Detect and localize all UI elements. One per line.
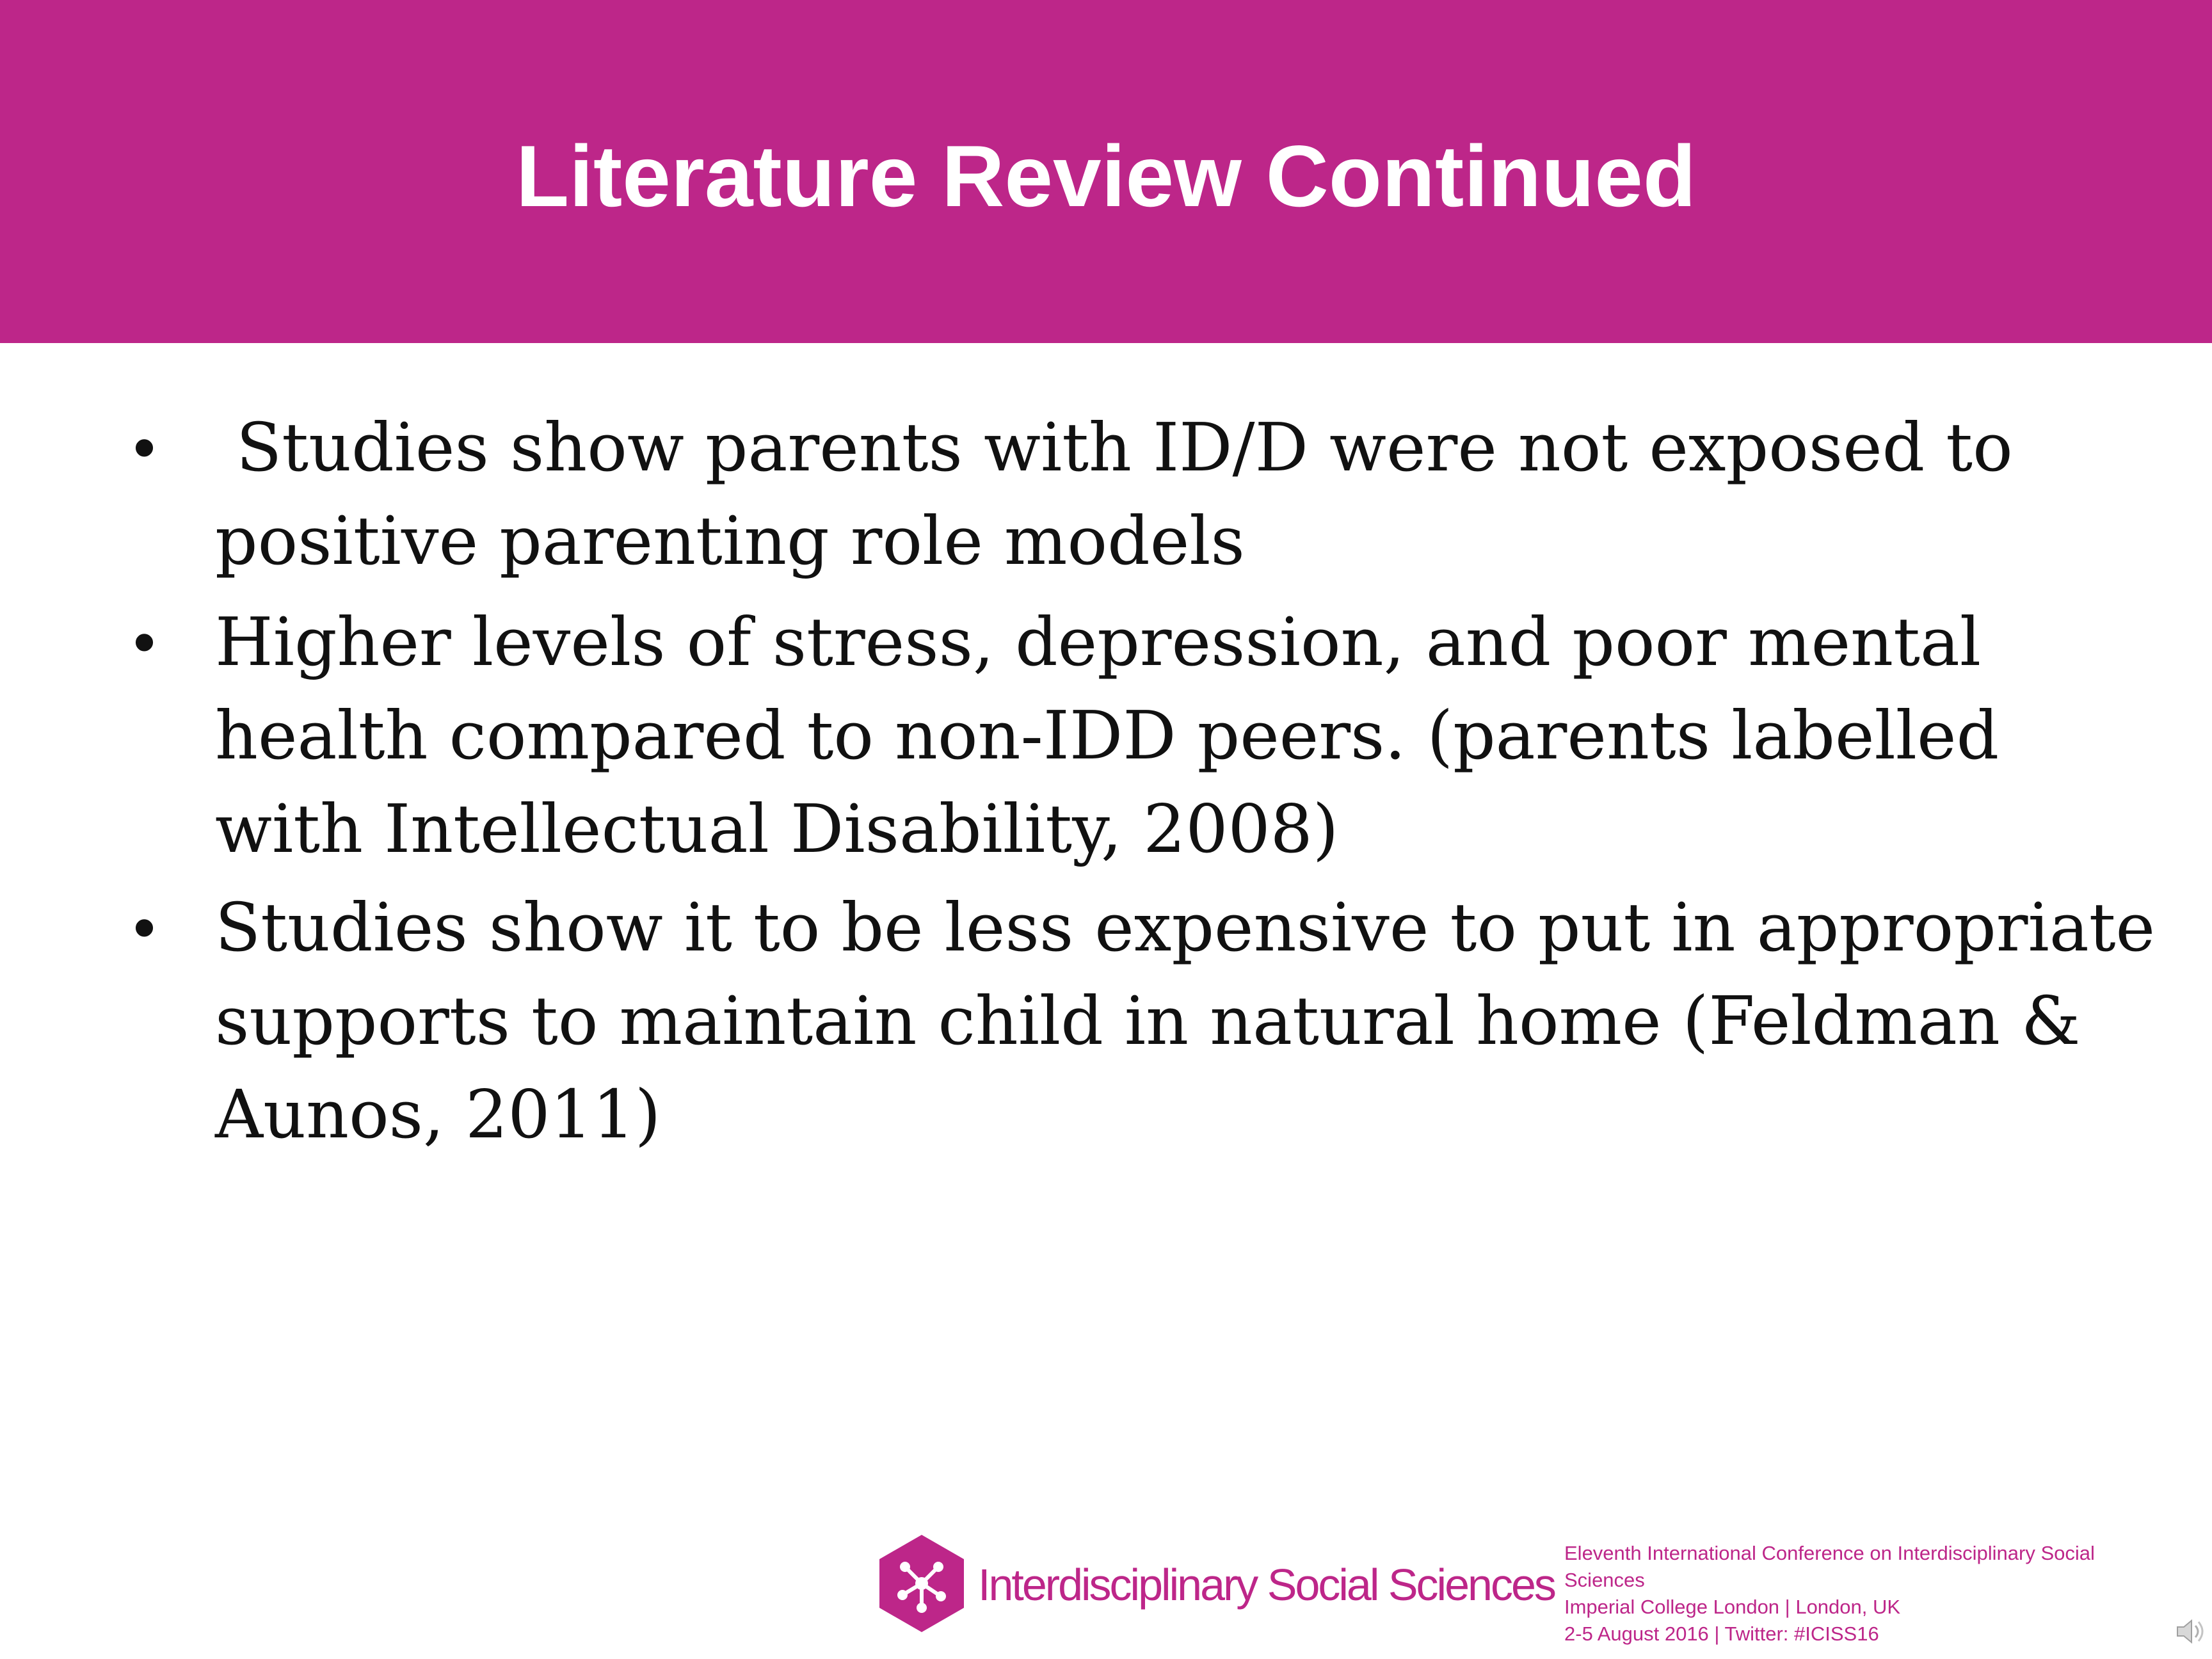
bullet-line: with Intellectual Disability, 2008) (215, 790, 1339, 868)
slide-title: Literature Review Continued (516, 127, 1696, 225)
bullet-text (215, 595, 2110, 876)
bullet-marker: • (133, 412, 156, 483)
conference-line: Eleventh International Conference on Interdisciplinary Social (1564, 1542, 2095, 1564)
speaker-icon[interactable] (2174, 1614, 2208, 1649)
hexagon-network-icon (877, 1534, 966, 1633)
conference-line: Imperial College London | London, UK (1564, 1596, 1901, 1618)
conference-line: 2-5 August 2016 | Twitter: #ICISS16 (1564, 1623, 1879, 1645)
bullet-marker: • (133, 606, 156, 678)
bullet-text (215, 881, 2156, 1161)
bullet-line: health compared to non-IDD peers. (parents labelled (215, 696, 2000, 774)
bullet-line: Studies show parents with ID/D were not exposed to (215, 408, 2013, 486)
bullet-line: Higher levels of stress, depression, and poor mental (215, 603, 1982, 681)
conference-line: Sciences (1564, 1569, 1645, 1591)
conference-info (1564, 1540, 2140, 1647)
bullet-line: positive parenting role models (215, 502, 1245, 580)
bullet-line: supports to maintain child in natural home (Feldman & (215, 982, 2081, 1060)
bullet-marker: • (133, 892, 156, 963)
bullet-line: Studies show it to be less expensive to put in appropriate (215, 888, 2156, 966)
brand-name: Interdisciplinary Social Sciences (978, 1560, 1555, 1610)
bullet-text (215, 401, 2110, 588)
bullet-line: Aunos, 2011) (215, 1075, 661, 1153)
